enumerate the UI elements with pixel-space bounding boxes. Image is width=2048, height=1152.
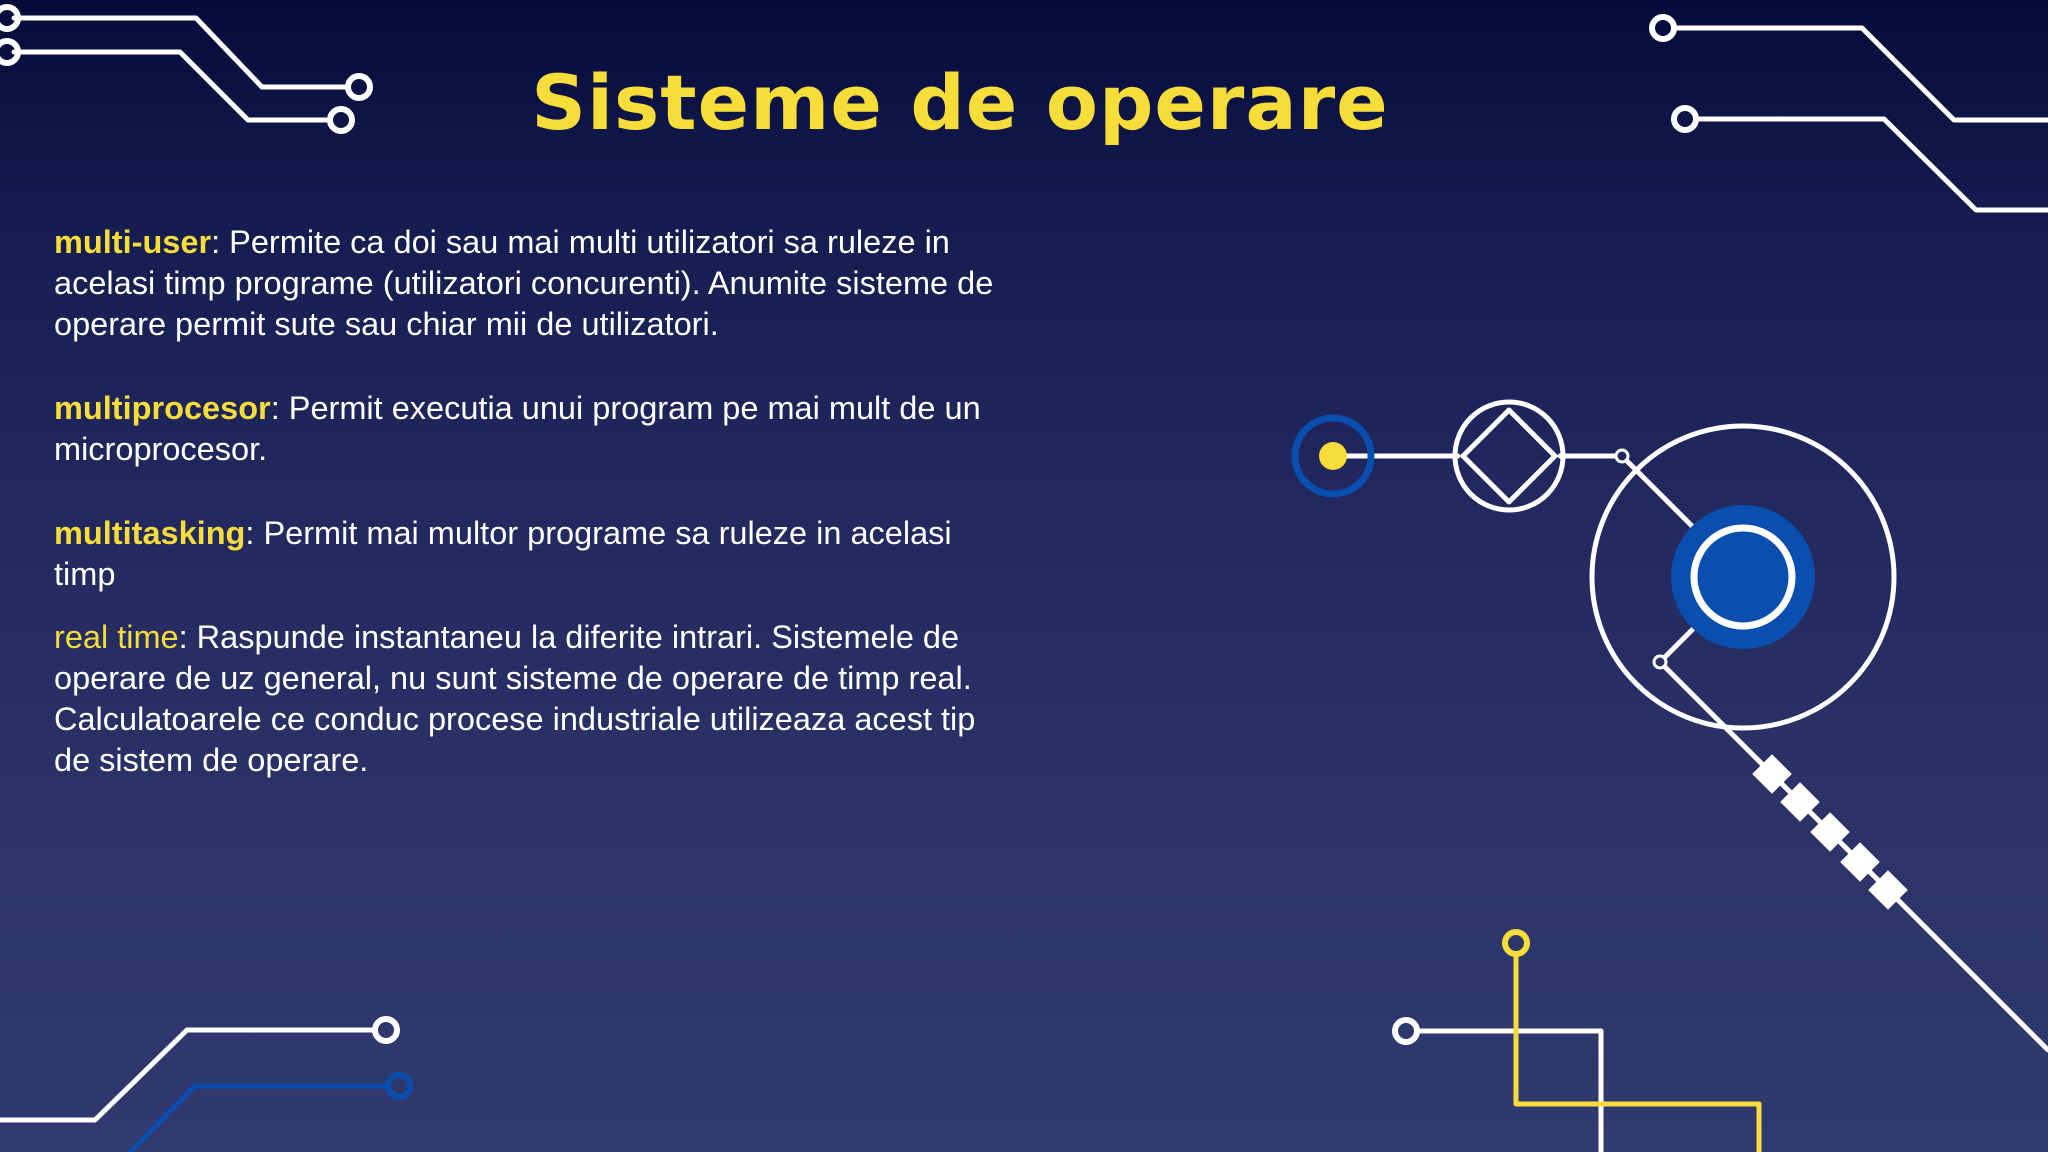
list-item-multi-user <box>54 222 1014 345</box>
circuit-trace-bottom-left <box>0 1019 410 1152</box>
term-description: : Permit mai multor programe sa ruleze in acelasi timp <box>54 515 952 592</box>
slide-body <box>54 222 1014 781</box>
term-label: real time <box>54 619 179 655</box>
term-description: : Raspunde instantaneu la diferite intrari. Sistemele de operare de uz general, nu sunt sisteme de operare de timp real. Calculatoarele ce conduc procese industriale utilizeaza acest tip de sistem de operare. <box>54 619 976 778</box>
circuit-trace-bottom-right <box>1395 932 1759 1152</box>
slide-title: Sisteme de operare <box>531 58 1389 147</box>
term-label: multi-user <box>54 224 212 260</box>
list-item-multitasking <box>54 513 1014 595</box>
list-item-multiprocesor <box>54 388 1014 470</box>
hub-circle-icon <box>1592 426 1894 728</box>
term-label: multitasking <box>54 515 246 551</box>
term-description: : Permite ca doi sau mai multi utilizatori sa ruleze in acelasi timp programe (utilizatori concurenti). Anumite sisteme de operare permit sute sau chiar mii de utilizatori. <box>54 224 994 342</box>
term-description: : Permit executia unui program pe mai mult de un microprocesor. <box>54 390 981 467</box>
circuit-bead-chain <box>1752 754 1908 910</box>
diamond-node-icon <box>1455 402 1563 510</box>
list-item-real-time <box>54 617 1014 781</box>
circuit-node-cluster <box>1295 402 2048 1050</box>
term-label: multiprocesor <box>54 390 271 426</box>
